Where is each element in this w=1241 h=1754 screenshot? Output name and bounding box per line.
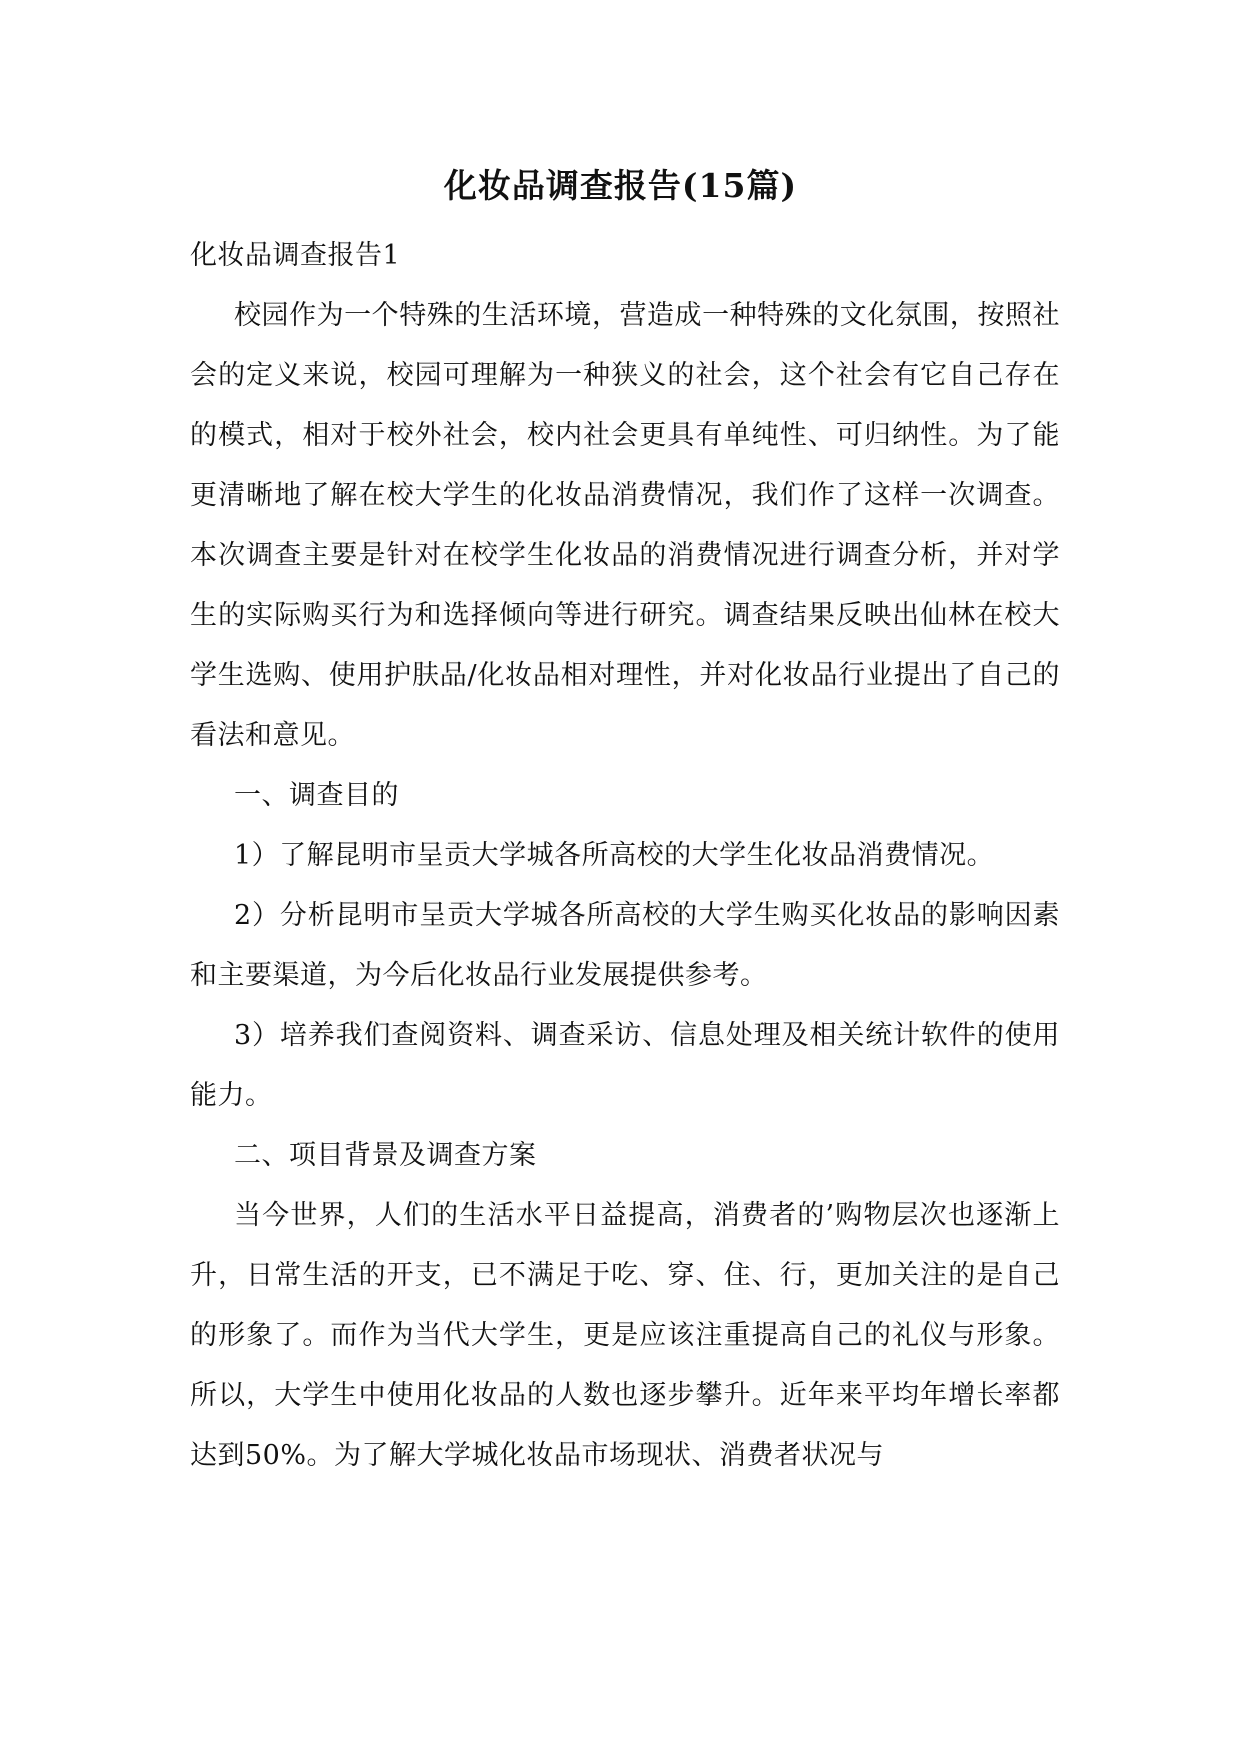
heading-survey-purpose: 一、调查目的: [234, 780, 399, 811]
document-body: [190, 226, 1060, 1486]
paragraph-intro: 校园作为一个特殊的生活环境，营造成一种特殊的文化氛围，按照社会的定义来说，校园可理解为一种狭义的社会，这个社会有它自己存在的模式，相对于校外社会，校内社会更具有单纯性、可归纳性。为了能更清晰地了解在校大学生的化妆品消费情况，我们作了这样一次调查。本次调查主要是针对在校学生化妆品的消费情况进行调查分析，并对学生的实际购买行为和选择倾向等进行研究。调查结果反映出仙林在校大学生选购、使用护肤品/化妆品相对理性，并对化妆品行业提出了自己的看法和意见。: [190, 300, 1060, 751]
list-item-purpose-2: 2）分析昆明市呈贡大学城各所高校的大学生购买化妆品的影响因素和主要渠道，为今后化妆品行业发展提供参考。: [190, 900, 1060, 991]
document-title: 化妆品调查报告(15篇): [443, 166, 798, 205]
section-heading: 化妆品调查报告1: [190, 240, 401, 271]
list-item-purpose-1: 1）了解昆明市呈贡大学城各所高校的大学生化妆品消费情况。: [234, 840, 995, 871]
list-item-purpose-3: 3）培养我们查阅资料、调查采访、信息处理及相关统计软件的使用能力。: [190, 1020, 1060, 1111]
paragraph-background: 当今世界，人们的生活水平日益提高，消费者的’购物层次也逐渐上升，日常生活的开支，已不满足于吃、穿、住、行，更加关注的是自己的形象了。而作为当代大学生，更是应该注重提高自己的礼仪与形象。所以，大学生中使用化妆品的人数也逐步攀升。近年来平均年增长率都达到50%。为了解大学城化妆品市场现状、消费者状况与: [190, 1200, 1060, 1471]
heading-project-background: 二、项目背景及调查方案: [234, 1140, 537, 1171]
